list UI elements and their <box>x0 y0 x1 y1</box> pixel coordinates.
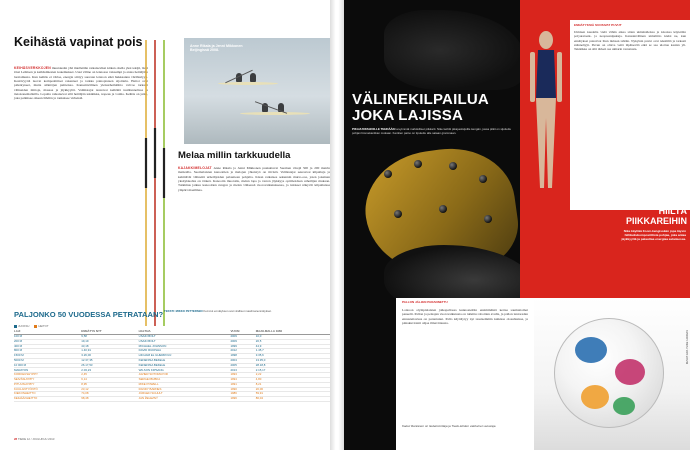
table-cell: 74,08 <box>81 392 138 397</box>
table-cell: 100 M <box>14 334 81 339</box>
legend-item <box>14 325 29 328</box>
table-cell: KENENISA BEKELE <box>139 363 231 368</box>
spike-icon <box>394 210 402 218</box>
left-page <box>14 20 330 440</box>
table-cell: JAN ŽELEZNÝ <box>139 397 231 402</box>
shoe-caption-lead: PIKAJUOKSIJOILLE TEHDÄÄN <box>352 127 395 131</box>
table-cell: KIEKONHEITTO <box>14 392 81 397</box>
table-cell: USAIN BOLT <box>139 334 231 339</box>
magazine-issue: TIEDE 12 / JOULUKUU 2013 <box>17 437 55 441</box>
table-cell: 2005 <box>230 363 255 368</box>
football-photo <box>534 298 690 450</box>
records-legend <box>14 325 49 328</box>
legend-label: HEITOT <box>38 324 49 329</box>
table-cell: 1996 <box>230 397 255 402</box>
melamillin-body: Anne Rikala ja Jenni Mikkonen puskuttavat Suomen värejä 500 ja 200 metrin matkoilla. Suomalaisten kanoottien ja melojen yhteistyö on tiivistä. Valmistajat seuraavat kilpailuja ja kehittävät välineitä urheilijoiden palautteen pohjalta. Kisan ratkaisee sekunnin murto-osa, joten jokainen yksityiskohta on tärkeä. Kanootin muotoilu, melan lapa ja varren jäykkyys optimoidaan urheilijan mukaan. Tutkimus jatkuu kanoottien rungon ja melan välisessä vuorovaikutuksessa, ja tulokset näkyvät kilpailuissa ympäri maailmaa. <box>178 166 330 192</box>
legend-swatch <box>14 325 17 328</box>
table-cell: 3.35,6 <box>256 354 330 359</box>
keihasta-body: muutoksiin yhä mielletään ratkaiseviksi kitkan ohella yksi tekijä, lisää Ossi Lehtisen ja keihäsmiesten kokemukset. Uusi väline on lennossa vakaampi ja antaa heittäjälle luottamusta. Kun keihäs ei värise, energia siirtyy suoraan lentoon eikä hukkaannu värähtelyyn. Kestävyyttä tuovat komposiittiset rakenteet ja tarkka painopisteen sijoittelu. Heitot ovat pidentyneet, mutta sääntöjen puitteissa. Kansainvälinen yleisurheiluliitto valvoo tarkasti välineiden mittoja, massaa ja jäykkyyttä. Valmistajat testaavat keihäitä tuulitunnelissa ja tietokonemalleilla. Lopulta ratkaisevat silti heittäjän tekniikka, nopeus ja voima. Keihäs on jatke, joka palkitsee oikean lähdön ja rankaisee virheistä. <box>14 66 148 101</box>
keihasta-lead: KEIHÄSVERKKOJEN <box>14 66 51 70</box>
table-cell: 1500 M <box>14 354 81 359</box>
javelins-image <box>140 38 170 328</box>
table-cell: SEIVÄSHYPPY <box>14 378 81 383</box>
carbon-spikes-heading: HIILTÄ PIIKKAREIHIN <box>625 206 687 226</box>
main-headline: VÄLINEKILPAILUA JOKA LAJISSA <box>352 91 489 124</box>
table-cell: 1999 <box>230 344 255 349</box>
shoe-upper-image <box>384 10 520 90</box>
page-folio <box>14 438 54 441</box>
swimsuit-caption: ENNÄTYKSIÄ SUOSIVAT PUVUT <box>574 23 622 27</box>
table-cell: 2012 <box>230 349 255 354</box>
table-cell: 5000 M <box>14 358 81 363</box>
table-cell: MICHAEL JOHNSON <box>139 344 231 349</box>
table-cell: 86,04 <box>256 397 330 402</box>
table-cell: 12.37,35 <box>81 358 138 363</box>
table-cell: WILSON KIPSANG <box>139 368 231 373</box>
table-cell: 1990 <box>230 387 255 392</box>
table-cell: KORKEUSHYPPY <box>14 373 81 378</box>
table-cell: 1998 <box>230 354 255 359</box>
table-cell: KEIHÄÄNHEITTO <box>14 397 81 402</box>
table-cell: 8,95 <box>81 382 138 387</box>
kayak-photo <box>184 38 330 144</box>
table-cell: 9,58 <box>81 334 138 339</box>
table-cell: 1.45,7 <box>256 349 330 354</box>
keihasta-heading: Keihästä vapinat pois <box>14 35 143 49</box>
table-cell: 8,21 <box>256 382 330 387</box>
spike-icon <box>449 162 457 170</box>
swimmer-image <box>524 28 568 198</box>
records-table-title: PALJONKO 50 VUODESSA PETRATAAN? <box>14 310 164 319</box>
table-cell: PITUUSHYPPY <box>14 382 81 387</box>
col-header: MAAILMALLA 1960 <box>256 330 330 334</box>
shoe-caption-body: kevyimmät mahdolliset piikkarit. Nike kehitti pikajuoksijoille kengän, jossa piikit on sijoitettu pohjan biomekaniikan mukaan. Kenkien paino on tiputettu alle sataan grammaan. <box>352 127 512 135</box>
table-cell: 59,91 <box>256 392 330 397</box>
table-cell: MIKE POWELL <box>139 382 231 387</box>
records-credit-label: TEKSTI: MIKKO PETTERSEN <box>164 309 203 313</box>
col-header: VUOSI <box>230 330 255 334</box>
spike-icon <box>384 170 392 178</box>
records-table <box>14 330 330 402</box>
table-cell: 19,19 <box>81 339 138 344</box>
spike-icon <box>484 215 492 223</box>
legend-label: JUOKSU <box>18 324 30 329</box>
table-cell: 10,0 <box>256 334 330 339</box>
table-cell: 2,22 <box>256 373 330 378</box>
table-cell: MARATON <box>14 368 81 373</box>
table-cell: 1994 <box>230 378 255 383</box>
table-cell: 26.17,53 <box>81 363 138 368</box>
records-credit-text: Kerrotut ennätykset ovat viralliset maailmanennätykset. <box>203 309 272 313</box>
table-cell: RANDY BARNES <box>139 387 231 392</box>
table-cell: 2004 <box>230 358 255 363</box>
table-cell: 1.40,91 <box>81 349 138 354</box>
records-table-credit <box>164 310 324 313</box>
carbon-spikes-body: Nike käyttää Zoom-kengissään jopa täysin hiilikuitukomposiittista pohjaa, joka antaa jäykkyyttä ja palauttaa energiaa askeleessa. <box>621 229 686 241</box>
table-cell: KUULANTYÖNTÖ <box>14 387 81 392</box>
shoe-caption <box>352 128 512 135</box>
table-cell: 3.26,00 <box>81 354 138 359</box>
table-cell: 43,18 <box>81 344 138 349</box>
table-cell: 23,12 <box>81 387 138 392</box>
table-cell: 20,5 <box>256 339 330 344</box>
table-cell: JÜRGEN SCHULT <box>139 392 231 397</box>
table-cell: DAVID RUDISHA <box>139 349 231 354</box>
spike-icon <box>439 205 447 213</box>
table-cell: 6,14 <box>81 378 138 383</box>
table-row <box>14 397 330 402</box>
col-header: LAJI <box>14 330 81 334</box>
records-table-body <box>14 334 330 401</box>
spread-gutter <box>330 0 344 450</box>
legend-item <box>34 325 48 328</box>
ball-body: Lontoon olympialaisten jalkapallossa kunnostettiin ensimmäistä kertaa saumattomat paneelit. Pallon ja pelaajan vuorovaikutusta on tutkittu robottien avulla, ja pallon lentoradan ennustettavuus on parantunut. Pallo käyttäytyy nyt tasaisemmin kaikissa olosuhteissa, ja pintakuviointi ohjaa ilmavirtausta. <box>402 308 528 326</box>
right-page <box>344 0 690 450</box>
table-cell: 1993 <box>230 373 255 378</box>
table-cell: JAVIER SOTOMAYOR <box>139 373 231 378</box>
table-cell: 2.03,23 <box>81 368 138 373</box>
spike-icon <box>479 175 487 183</box>
melamillin-article <box>178 166 330 192</box>
table-cell: 2009 <box>230 339 255 344</box>
kayak-boat <box>240 112 310 115</box>
table-cell: 98,48 <box>81 397 138 402</box>
ball-panel <box>615 359 645 385</box>
records-table-block <box>14 310 330 430</box>
paddler <box>250 73 256 82</box>
swimsuit-body: Uimisen kaudelta vielä vähän aikaa sitten uimahalleissa ja kisoissa käytettiin polyuretaani- ja neopreenipukuja. Kansainvälinen uimaliitto kielsi ne, kun ennätykset putosivat liian tiuhaan tahtiin. Nykyisin puvut ovat tekstiiliä ja tarkasti säänneltyjä. Puvun on oltava vettä läpäisevää eikä se saa ulottua kaulan yli. Tekniikka on silti tärkeä osa uimarin varustusta. <box>574 30 686 51</box>
table-cell: 2,45 <box>81 373 138 378</box>
table-cell: 20,06 <box>256 387 330 392</box>
table-cell: 200 M <box>14 339 81 344</box>
table-cell: 2.15,17 <box>256 368 330 373</box>
table-cell: USAIN BOLT <box>139 339 231 344</box>
ball-caption: PALLON JÄLJEN PARANNETTU <box>402 300 448 304</box>
table-cell: 10 000 M <box>14 363 81 368</box>
keihasta-article <box>14 66 148 101</box>
col-header: ENNÄTYS NYT <box>81 330 138 334</box>
photo-credit-vertical: KUVAT: EPA / NIKE / ADIDAS <box>686 330 689 365</box>
table-cell: 4,80 <box>256 378 330 383</box>
football-image <box>554 318 664 428</box>
table-cell: 2009 <box>230 334 255 339</box>
author-credit: Kalevi Rantanen on tiedetoimittaja ja Tiede-lehden vakituinen avustaja. <box>402 424 497 428</box>
ball-panel <box>581 385 609 409</box>
melamillin-heading: Melaa millin tarkkuudella <box>178 150 291 161</box>
kayak-photo-caption: Anne Rikala ja Jenni Mikkonen Beijingissä 2008. <box>190 44 243 53</box>
table-cell: HICHAM EL GUERROUJ <box>139 354 231 359</box>
page-number: 28 <box>14 437 18 441</box>
ball-panel <box>575 337 607 363</box>
col-header: HALTIJA <box>139 330 231 334</box>
table-cell: KENENISA BEKELE <box>139 358 231 363</box>
table-cell: 13.35,0 <box>256 358 330 363</box>
table-cell: SERGEI BUBKA <box>139 378 231 383</box>
ball-panel <box>613 397 635 415</box>
legend-swatch <box>34 325 37 328</box>
table-cell: 2013 <box>230 368 255 373</box>
table-cell: 28.18,8 <box>256 363 330 368</box>
spike-icon <box>414 160 422 168</box>
table-cell: 1986 <box>230 392 255 397</box>
table-cell: 400 M <box>14 344 81 349</box>
melamillin-lead: KAJAKKIMELOJAT <box>178 166 212 170</box>
table-cell: 1991 <box>230 382 255 387</box>
table-cell: 44,9 <box>256 344 330 349</box>
table-cell: 800 M <box>14 349 81 354</box>
